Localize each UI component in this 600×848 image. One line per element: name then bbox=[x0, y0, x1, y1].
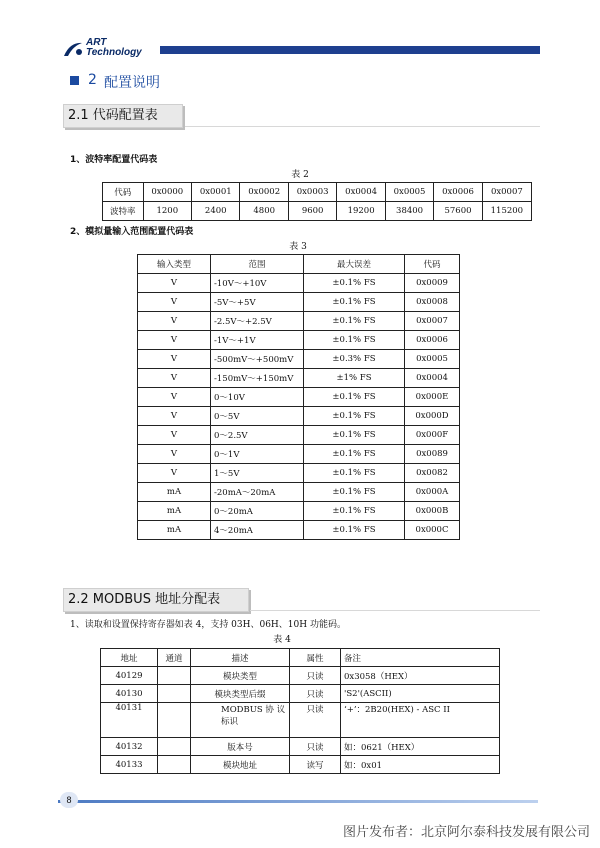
baud-rate-cell: 115200 bbox=[482, 202, 531, 221]
error-cell: ±0.1% FS bbox=[304, 464, 405, 483]
section-bullet-icon bbox=[70, 76, 79, 85]
table4-caption: 表 4 bbox=[273, 635, 291, 645]
remark-cell: 如：0x01 bbox=[341, 756, 500, 774]
table-row bbox=[103, 202, 532, 221]
input-type-cell: mA bbox=[138, 483, 211, 502]
input-type-cell: V bbox=[138, 426, 211, 445]
table-header-cell: 地址 bbox=[101, 649, 158, 667]
code-cell: 0x000B bbox=[405, 502, 460, 521]
attribute-cell: 读写 bbox=[290, 756, 341, 774]
logo-text-art: ART bbox=[86, 37, 107, 48]
company-logo bbox=[62, 36, 158, 62]
table-header-cell: 最大误差 bbox=[304, 255, 405, 274]
input-type-cell: V bbox=[138, 331, 211, 350]
range-cell: -10V～+10V bbox=[211, 274, 304, 293]
input-type-cell: V bbox=[138, 464, 211, 483]
analog-range-table bbox=[137, 254, 460, 540]
baud-code-cell: 0x0000 bbox=[143, 183, 191, 202]
table-row bbox=[101, 685, 500, 703]
table-row bbox=[103, 183, 532, 202]
channel-cell bbox=[158, 738, 191, 756]
error-cell: ±0.1% FS bbox=[304, 483, 405, 502]
input-type-cell: V bbox=[138, 274, 211, 293]
table-header-row bbox=[101, 649, 500, 667]
input-type-cell: V bbox=[138, 388, 211, 407]
address-cell: 40132 bbox=[101, 738, 158, 756]
error-cell: ±0.1% FS bbox=[304, 293, 405, 312]
code-cell: 0x0006 bbox=[405, 331, 460, 350]
baud-rate-cell: 19200 bbox=[337, 202, 385, 221]
table-header-cell: 备注 bbox=[341, 649, 500, 667]
table-row bbox=[101, 738, 500, 756]
remark-cell: 如：0621（HEX） bbox=[341, 738, 500, 756]
baud-code-cell: 0x0007 bbox=[482, 183, 531, 202]
table-header-cell: 描述 bbox=[191, 649, 290, 667]
table-header-cell: 通道 bbox=[158, 649, 191, 667]
input-type-cell: V bbox=[138, 350, 211, 369]
logo-swoosh-icon bbox=[62, 40, 84, 58]
channel-cell bbox=[158, 756, 191, 774]
code-cell: 0x0008 bbox=[405, 293, 460, 312]
table-header-cell: 代码 bbox=[405, 255, 460, 274]
baud-rate-cell: 9600 bbox=[288, 202, 336, 221]
channel-cell bbox=[158, 667, 191, 685]
baud-rate-cell: 1200 bbox=[143, 202, 191, 221]
code-cell: 0x0005 bbox=[405, 350, 460, 369]
remark-cell: 'S2'(ASCII) bbox=[341, 685, 500, 703]
range-cell: 1～5V bbox=[211, 464, 304, 483]
table-row bbox=[101, 756, 500, 774]
table-header-row bbox=[138, 255, 460, 274]
address-cell: 40133 bbox=[101, 756, 158, 774]
table-row bbox=[138, 521, 460, 540]
code-cell: 0x0009 bbox=[405, 274, 460, 293]
table2-caption: 表 2 bbox=[291, 170, 309, 180]
publisher-watermark: 图片发布者：北京阿尔泰科技发展有限公司 bbox=[342, 825, 590, 840]
baud-row-label: 代码 bbox=[103, 183, 144, 202]
attribute-cell: 只读 bbox=[290, 738, 341, 756]
range-cell: 0～5V bbox=[211, 407, 304, 426]
input-type-cell: V bbox=[138, 312, 211, 331]
table-header-cell: 属性 bbox=[290, 649, 341, 667]
table-row bbox=[138, 274, 460, 293]
address-cell: 40131 bbox=[101, 703, 158, 738]
table-row bbox=[138, 388, 460, 407]
remark-cell: ‘+’：2B20(HEX) - ASC II bbox=[341, 703, 500, 738]
error-cell: ±0.1% FS bbox=[304, 521, 405, 540]
baud-rate-cell: 38400 bbox=[385, 202, 433, 221]
attribute-cell: 只读 bbox=[290, 703, 341, 738]
code-cell: 0x0004 bbox=[405, 369, 460, 388]
code-cell: 0x000D bbox=[405, 407, 460, 426]
table-row bbox=[138, 464, 460, 483]
code-cell: 0x000A bbox=[405, 483, 460, 502]
range-cell: -2.5V～+2.5V bbox=[211, 312, 304, 331]
table-row bbox=[138, 483, 460, 502]
attribute-cell: 只读 bbox=[290, 667, 341, 685]
table-row bbox=[138, 331, 460, 350]
range-cell: -1V～+1V bbox=[211, 331, 304, 350]
channel-cell bbox=[158, 685, 191, 703]
range-cell: 0～2.5V bbox=[211, 426, 304, 445]
table-row bbox=[101, 667, 500, 685]
description-cell: MODBUS 协 议 标识 bbox=[191, 703, 290, 738]
baud-code-cell: 0x0005 bbox=[385, 183, 433, 202]
input-type-cell: V bbox=[138, 369, 211, 388]
error-cell: ±0.1% FS bbox=[304, 445, 405, 464]
subsection-heading-2-1: 2.1 代码配置表 bbox=[63, 104, 183, 128]
table-header-cell: 输入类型 bbox=[138, 255, 211, 274]
baud-code-cell: 0x0001 bbox=[192, 183, 240, 202]
baud-code-cell: 0x0006 bbox=[434, 183, 482, 202]
section-title: 配置说明 bbox=[104, 75, 160, 91]
attribute-cell: 只读 bbox=[290, 685, 341, 703]
channel-cell bbox=[158, 703, 191, 738]
modbus-intro: 1、读取和设置保持寄存器如表 4，支持 03H、06H、10H 功能码。 bbox=[70, 620, 346, 630]
analog-heading: 2、模拟量输入范围配置代码表 bbox=[70, 227, 194, 237]
footer-bar bbox=[58, 800, 538, 803]
range-cell: -150mV～+150mV bbox=[211, 369, 304, 388]
error-cell: ±0.1% FS bbox=[304, 274, 405, 293]
input-type-cell: mA bbox=[138, 502, 211, 521]
modbus-address-table bbox=[100, 648, 500, 774]
description-cell: 模块类型后缀 bbox=[191, 685, 290, 703]
error-cell: ±0.1% FS bbox=[304, 502, 405, 521]
baud-code-cell: 0x0004 bbox=[337, 183, 385, 202]
error-cell: ±0.1% FS bbox=[304, 331, 405, 350]
table-row bbox=[138, 407, 460, 426]
table-row bbox=[138, 369, 460, 388]
code-cell: 0x0007 bbox=[405, 312, 460, 331]
range-cell: 0～1V bbox=[211, 445, 304, 464]
code-cell: 0x0089 bbox=[405, 445, 460, 464]
description-cell: 版本号 bbox=[191, 738, 290, 756]
error-cell: ±1% FS bbox=[304, 369, 405, 388]
table-row bbox=[138, 350, 460, 369]
range-cell: -500mV～+500mV bbox=[211, 350, 304, 369]
description-cell: 模块地址 bbox=[191, 756, 290, 774]
error-cell: ±0.3% FS bbox=[304, 350, 405, 369]
input-type-cell: V bbox=[138, 445, 211, 464]
error-cell: ±0.1% FS bbox=[304, 426, 405, 445]
table-row bbox=[101, 703, 500, 738]
table-row bbox=[138, 426, 460, 445]
table-row bbox=[138, 445, 460, 464]
input-type-cell: V bbox=[138, 407, 211, 426]
range-cell: 0～20mA bbox=[211, 502, 304, 521]
address-cell: 40130 bbox=[101, 685, 158, 703]
range-cell: -5V～+5V bbox=[211, 293, 304, 312]
logo-text-technology: Technology bbox=[86, 47, 142, 58]
error-cell: ±0.1% FS bbox=[304, 312, 405, 331]
table3-caption: 表 3 bbox=[289, 242, 307, 252]
code-cell: 0x0082 bbox=[405, 464, 460, 483]
range-cell: -20mA～20mA bbox=[211, 483, 304, 502]
baud-heading: 1、波特率配置代码表 bbox=[70, 155, 158, 165]
subsection-heading-2-2: 2.2 MODBUS 地址分配表 bbox=[63, 588, 249, 612]
baud-rate-cell: 57600 bbox=[434, 202, 482, 221]
code-cell: 0x000C bbox=[405, 521, 460, 540]
table-row bbox=[138, 312, 460, 331]
table-row bbox=[138, 293, 460, 312]
baud-rate-cell: 2400 bbox=[192, 202, 240, 221]
baud-rate-cell: 4800 bbox=[240, 202, 288, 221]
address-cell: 40129 bbox=[101, 667, 158, 685]
table-row bbox=[138, 502, 460, 521]
code-cell: 0x000F bbox=[405, 426, 460, 445]
error-cell: ±0.1% FS bbox=[304, 407, 405, 426]
baud-code-cell: 0x0002 bbox=[240, 183, 288, 202]
subsection-rule bbox=[250, 610, 540, 611]
code-cell: 0x000E bbox=[405, 388, 460, 407]
description-cell: 模块类型 bbox=[191, 667, 290, 685]
subsection-rule bbox=[185, 126, 540, 127]
baud-table bbox=[102, 182, 532, 221]
remark-cell: 0x3058（HEX） bbox=[341, 667, 500, 685]
baud-row-label: 波特率 bbox=[103, 202, 144, 221]
section-number: 2 bbox=[88, 72, 97, 88]
table-header-cell: 范围 bbox=[211, 255, 304, 274]
header-bar bbox=[160, 46, 540, 54]
error-cell: ±0.1% FS bbox=[304, 388, 405, 407]
input-type-cell: mA bbox=[138, 521, 211, 540]
input-type-cell: V bbox=[138, 293, 211, 312]
page-number: 8 bbox=[60, 792, 78, 808]
range-cell: 4～20mA bbox=[211, 521, 304, 540]
range-cell: 0～10V bbox=[211, 388, 304, 407]
baud-code-cell: 0x0003 bbox=[288, 183, 336, 202]
